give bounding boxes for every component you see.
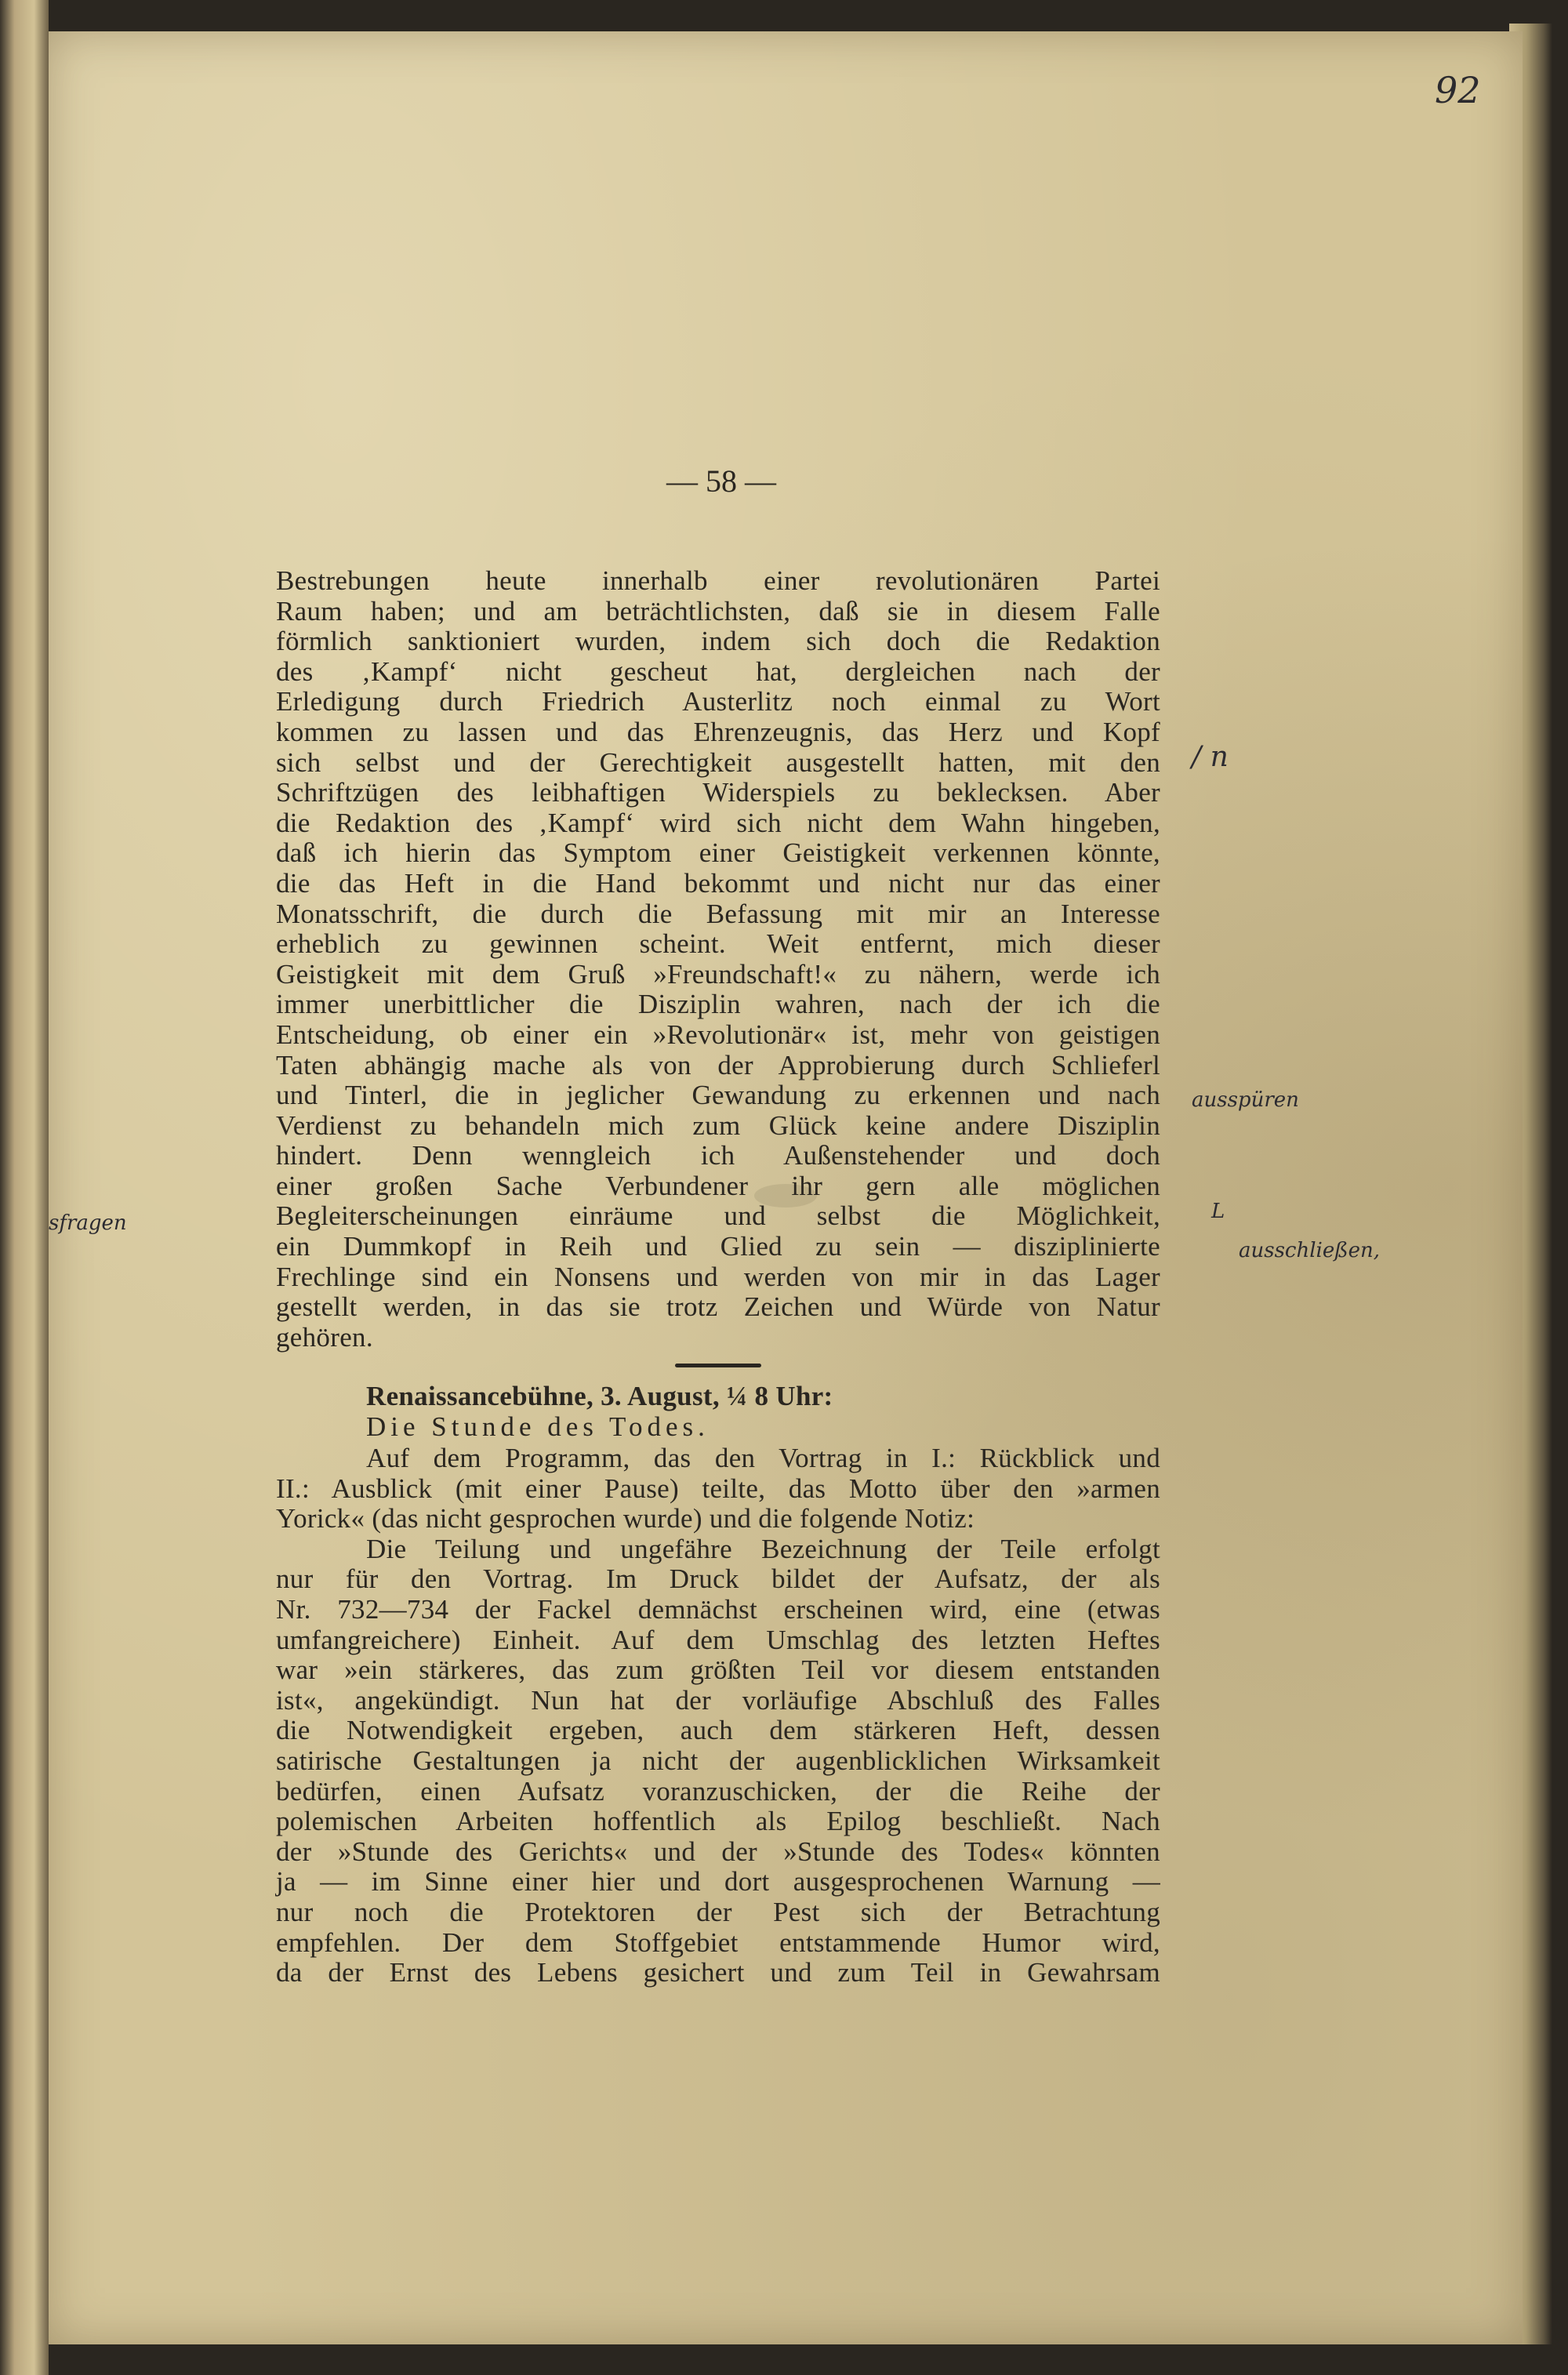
margin-note-correction: ausspüren xyxy=(1192,1088,1299,1112)
body-line: hindert. Denn wenngleich ich Außenstehender und doch xyxy=(276,1140,1160,1171)
paragraph-line: bedürfen, einen Aufsatz voranzuschicken, der die Reihe der xyxy=(276,1775,1160,1807)
printed-page-number: — 58 — xyxy=(666,463,776,499)
margin-note-mark: L xyxy=(1211,1200,1225,1223)
body-line: Erledigung durch Friedrich Austerlitz noch einmal zu Wort xyxy=(276,686,1160,717)
body-line: gehören. xyxy=(276,1321,373,1353)
body-line-with-correction: Begleiterscheinungen einräume und selbst die Möglichkeit, xyxy=(276,1200,1160,1232)
paragraph-line: Nr. 732—734 der Fackel demnächst erscheinen wird, eine (etwas xyxy=(276,1594,1160,1625)
paragraph-line: da der Ernst des Lebens gesichert und zum Teil in Gewahrsam xyxy=(276,1957,1160,1988)
paragraph-line: nur noch die Protektoren der Pest sich der Betrachtung xyxy=(276,1896,1160,1927)
paragraph-line: empfehlen. Der dem Stoffgebiet entstammende Humor wird, xyxy=(276,1927,1160,1958)
body-line: Verdienst zu behandeln mich zum Glück keine andere Disziplin xyxy=(276,1109,1160,1141)
margin-note-insert: / n xyxy=(1192,741,1229,773)
body-line: immer unerbittlicher die Disziplin wahren, nach der ich die xyxy=(276,989,1160,1020)
body-line: Monatsschrift, die durch die Befassung mit mir an Interesse xyxy=(276,898,1160,929)
paragraph-line: der »Stunde des Gerichts« und der »Stunde des Todes« könnten xyxy=(276,1836,1160,1867)
paragraph-line: ja — im Sinne einer hier und dort ausgesprochenen Warnung — xyxy=(276,1866,1160,1897)
paragraph-line: satirische Gestaltungen ja nicht der augenblicklichen Wirksamkeit xyxy=(276,1745,1160,1776)
body-line: Bestrebungen heute innerhalb einer revolutionären Partei xyxy=(276,565,1160,596)
paragraph-line: die Notwendigkeit ergeben, auch dem stärkeren Heft, dessen xyxy=(276,1715,1160,1746)
paragraph-line: umfangreichere) Einheit. Auf dem Umschlag des letzten Heftes xyxy=(276,1624,1160,1655)
body-line: sich selbst und der Gerechtigkeit ausgestellt hatten, mit den xyxy=(276,746,1160,778)
margin-note-left: sfragen xyxy=(49,1211,127,1235)
paragraph-line: Yorick« (das nicht gesprochen wurde) und die folgende Notiz: xyxy=(276,1503,975,1534)
body-line-with-correction: und Tinterl, die in jeglicher Gewandung zu erkennen und nach xyxy=(276,1080,1160,1111)
body-line: förmlich sanktioniert wurden, indem sich doch die Redaktion xyxy=(276,626,1160,657)
body-line: gestellt werden, in das sie trotz Zeichen und Würde von Natur xyxy=(276,1291,1160,1323)
paragraph-line: ist«, angekündigt. Nun hat der vorläufige Abschluß des Falles xyxy=(276,1684,1160,1716)
paragraph-line: polemischen Arbeiten hoffentlich als Epilog beschließt. Nach xyxy=(276,1806,1160,1837)
body-line: Entscheidung, ob einer ein »Revolutionär« ist, mehr von geistigen xyxy=(276,1019,1160,1050)
body-line: ein Dummkopf in Reih und Glied zu sein — disziplinierte xyxy=(276,1231,1160,1262)
section-heading: Renaissancebühne, 3. August, ¼ 8 Uhr: xyxy=(366,1381,833,1412)
paragraph-line: Auf dem Programm, das den Vortrag in I.: Rückblick und xyxy=(366,1443,1160,1474)
left-binding-edge xyxy=(0,0,49,2375)
body-line: einer großen Sache Verbundener ihr gern alle möglichen xyxy=(276,1170,1160,1201)
body-line: die das Heft in die Hand bekommt und nicht nur das einer xyxy=(276,867,1160,899)
body-text xyxy=(276,566,1160,1988)
paragraph-line: Die Teilung und ungefähre Bezeichnung der Teile erfolgt xyxy=(366,1533,1160,1564)
paragraph-line: II.: Ausblick (mit einer Pause) teilte, das Motto über den »armen xyxy=(276,1473,1160,1504)
body-line: Raum haben; und am beträchtlichsten, daß sie in diesem Falle xyxy=(276,595,1160,626)
section-title: Die Stunde des Todes. xyxy=(366,1411,710,1443)
body-line: erheblich zu gewinnen scheint. Weit entfernt, mich dieser xyxy=(276,928,1160,960)
body-line: Frechlinge sind ein Nonsens und werden von mir in das Lager xyxy=(276,1261,1160,1292)
body-line: Schriftzügen des leibhaftigen Widerspiels zu beklecksen. Aber xyxy=(276,777,1160,808)
section-divider xyxy=(675,1364,761,1367)
body-line: Taten abhängig mache als von der Approbierung durch Schlieferl xyxy=(276,1049,1160,1080)
paragraph-line: nur für den Vortrag. Im Druck bildet der Aufsatz, der als xyxy=(276,1563,1160,1595)
body-line: des ‚Kampf‘ nicht gescheut hat, dergleichen nach der xyxy=(276,655,1160,687)
margin-note-correction: ausschließen, xyxy=(1239,1239,1381,1262)
paragraph-line: war »ein stärkeres, das zum größten Teil vor diesem entstanden xyxy=(276,1654,1160,1686)
body-line: Geistigkeit mit dem Gruß »Freundschaft!« zu nähern, werde ich xyxy=(276,958,1160,990)
body-line: daß ich hierin das Symptom einer Geistigkeit verkennen könnte, xyxy=(276,837,1160,869)
handwritten-folio-number: 92 xyxy=(1435,69,1481,111)
body-line: kommen zu lassen und das Ehrenzeugnis, das Herz und Kopf xyxy=(276,716,1160,747)
body-line: die Redaktion des ‚Kampf‘ wird sich nicht dem Wahn hingeben, xyxy=(276,807,1160,838)
